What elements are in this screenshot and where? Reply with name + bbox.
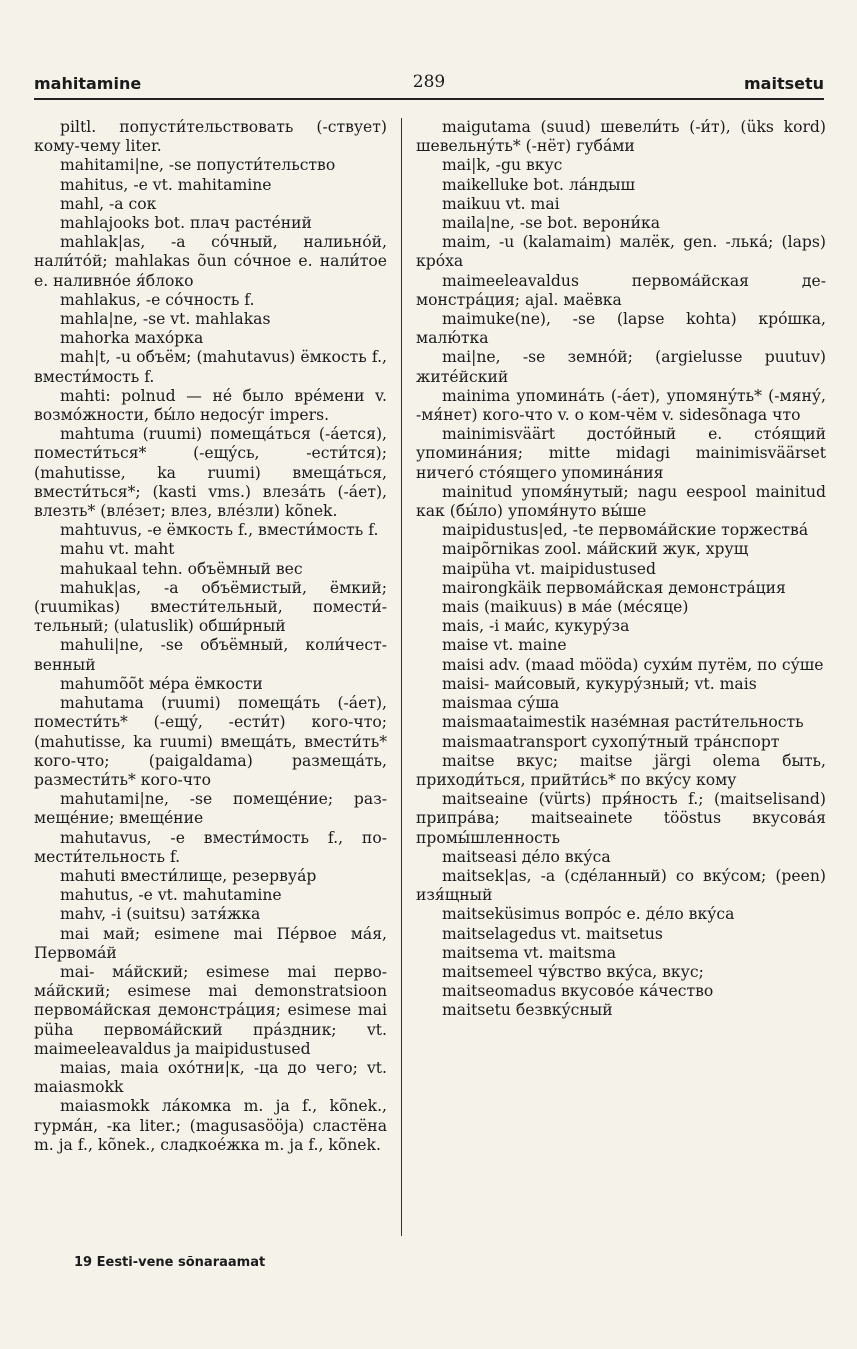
dictionary-entry: mahv, -i (suitsu) затя́жка — [60, 905, 261, 924]
dictionary-entry: maitselagedus vt. maitsetus — [442, 924, 663, 943]
dictionary-entry: mahlak|as, -a со́чный, налиьно́й, нали́то́й; mahlakas õun со́чное е. нали́тое е. наливно́е я́блоко — [34, 233, 387, 290]
dictionary-entry: maila|ne, -se bot. верони́ка — [442, 214, 661, 233]
dictionary-entry: mahla|ne, -se vt. mahlakas — [60, 310, 271, 329]
dictionary-entry: maipüha vt. maipidustused — [442, 559, 656, 578]
dictionary-entry: mai|k, -gu вкус — [442, 156, 563, 175]
dictionary-entry: maipõrnikas zool. ма́йский жук, хрущ — [442, 540, 749, 559]
dictionary-entry: maipidustus|ed, -te первома́йские торжества́ — [442, 521, 809, 540]
left-column — [34, 118, 387, 1155]
dictionary-entry: maitsek|as, -a (сде́ланный) со вку́сом; (peen) изя́щный — [416, 866, 826, 905]
dictionary-entry: maitsemeel чу́вство вку́са, вкус; — [442, 962, 704, 981]
dictionary-entry: mahorka махо́рка — [60, 329, 204, 348]
dictionary-entry: piltl. попусти́тельствовать (-ствует) кому-чему liter. — [34, 118, 387, 156]
dictionary-entry: mai май; esimene mai Пе́рвое ма́я, Первома́й — [34, 924, 387, 962]
dictionary-entry: mahutus, -e vt. mahutamine — [60, 886, 282, 905]
dictionary-entry: mais, -i маи́с, кукуру́за — [442, 617, 630, 636]
dictionary-entry: mahtuvus, -e ёмкость f., вмести́мость f. — [60, 521, 379, 540]
dictionary-entry: maise vt. maine — [442, 636, 567, 655]
dictionary-entry: maitseasi де́ло вку́са — [442, 847, 611, 866]
dictionary-entry: mahuti вмести́лище, резервуа́р — [60, 866, 317, 885]
dictionary-entry: mai|ne, -se земно́й; (argielusse puutuv) жите́йский — [416, 348, 826, 386]
dictionary-entry: mahl, -a сок — [60, 194, 157, 213]
dictionary-entry: maias, maia охо́тни|к, -ца до чего; vt. maiasmokk — [34, 1058, 387, 1097]
dictionary-entry: mahlajooks bot. плач расте́ний — [60, 214, 312, 233]
page-number: 289 — [412, 72, 446, 92]
signature-mark: 19 Eesti-vene sõnaraamat — [74, 1255, 266, 1270]
dictionary-entry: mainitud упомя́нутый; nagu eespool mainitud как (бы́ло) упомя́нуто вы́ше — [416, 482, 826, 521]
dictionary-entry: maitseaine (vürts) пря́ность f.; (maitselisand) припра́ва; maitseainete tööstus вкусова́я промы́шленность — [416, 790, 826, 847]
dictionary-entry: maiasmokk ла́комка m. ja f., kõnek., гурма́н, -ка liter.; (magusasööja) сластёна m. ja f., kõnek., сладкое́жка m. ja f., kõnek. — [34, 1097, 387, 1154]
dictionary-entry: mahitus, -e vt. mahitamine — [60, 175, 272, 194]
running-header — [34, 70, 824, 94]
dictionary-entry: maikuu vt. mai — [442, 194, 560, 213]
dictionary-entry: maitse вкус; maitse järgi olema быть, приходи́ться, прийти́сь* по вку́су кому — [416, 751, 826, 789]
dictionary-entry: maigutama (suud) шевели́ть (-и́т), (üks kord) шевельну́ть* (-нёт) губа́ми — [416, 118, 826, 156]
dictionary-entry: maitsetu безвку́сный — [442, 1001, 613, 1020]
header-first-headword: mahitamine — [34, 74, 142, 93]
dictionary-entry: mahumõõt ме́ра ёмкости — [60, 674, 263, 693]
dictionary-entry: maismaa су́ша — [442, 694, 560, 713]
dictionary-entry: mainimisväärt досто́йный е. сто́ящий упомина́ния; mitte midagi mainimisväärset ничего́ сто́ящего упомина́ния — [416, 425, 826, 482]
header-rule — [34, 98, 824, 100]
dictionary-entry: mah|t, -u объём; (mahutavus) ёмкость f., вмести́мость f. — [34, 348, 387, 386]
dictionary-entry: mahutama (ruumi) помеща́ть (-а́ет), помести́ть* (-ещу́, -ести́т) кого-что; (mahutisse, ka ruumi) вмеща́ть, вмести́ть* кого-что; (paigaldama) размеща́ть, размести́ть* кого-что — [34, 694, 387, 789]
dictionary-entry: mahuk|as, -a объёмистый, ёмкий; (ruumikas) вмести́тельный, помести́тельный; (ulatuslik) обши́рный — [34, 578, 387, 636]
dictionary-entry: maitseomadus вкусово́е ка́чество — [442, 982, 714, 1001]
dictionary-entry: maisi adv. (maad mööda) сухи́м путём, по су́ше — [442, 655, 824, 674]
dictionary-entry: maitseküsimus вопро́с е. де́ло вку́са — [442, 905, 735, 924]
dictionary-entry: maitsema vt. maitsma — [442, 943, 617, 962]
dictionary-entry: maimeeleavaldus первома́йская демонстра́ция; ajal. маёвка — [416, 271, 826, 309]
column-divider — [401, 118, 402, 1236]
dictionary-entry: mairongkäik первома́йская демонстра́ция — [442, 578, 786, 597]
dictionary-entry: mainima упомина́ть (-а́ет), упомяну́ть* (-мяну́, -мя́нет) кого-что v. о ком-чём v. sidesõnaga что — [416, 386, 826, 425]
dictionary-entry: mahitami|ne, -se попусти́тельство — [60, 156, 336, 175]
right-column — [416, 118, 826, 1021]
dictionary-entry: mahu vt. maht — [60, 540, 175, 559]
dictionary-entry: mahutavus, -e вмести́мость f., помести́тельность f. — [34, 828, 387, 866]
dictionary-entry: mahuli|ne, -se объёмный, коли́чественный — [34, 636, 387, 674]
dictionary-entry: mai- ма́йский; esimese mai первома́йский; esimese mai demonstratsioon первома́йская демонстра́ция; esimese mai püha первома́йский пра́здник; vt. maimeeleavaldus ja maipidustused — [34, 962, 387, 1058]
dictionary-entry: maisi- маи́совый, кукуру́зный; vt. mais — [442, 674, 757, 693]
dictionary-entry: maim, -u (kalamaim) малёк, gen. -лька́; (laps) кро́ха — [416, 233, 826, 271]
dictionary-entry: mahti: polnud — не́ было вре́мени v. возмо́жности, бы́ло недосу́г impers. — [34, 386, 387, 425]
dictionary-entry: maimuke(ne), -se (lapse kohta) кро́шка, малю́тка — [416, 310, 826, 348]
dictionary-entry: mahlakus, -e со́чность f. — [60, 290, 255, 309]
dictionary-entry: mahutami|ne, -se помеще́ние; размеще́ние; вмеще́ние — [34, 790, 387, 828]
dictionary-entry: maismaataimestik назе́мная расти́тельность — [442, 713, 804, 732]
dictionary-entry: maismaatransport сухопу́тный тра́нспорт — [442, 732, 780, 751]
dictionary-entry: mahukaal tehn. объёмный вес — [60, 559, 303, 578]
dictionary-entry: mais (maikuus) в ма́е (ме́сяце) — [442, 598, 689, 617]
header-last-headword: maitsetu — [743, 74, 824, 93]
dictionary-entry: mahtuma (ruumi) помеща́ться (-а́ется), помести́ться* (-ещу́сь, -ести́тся); (mahutisse, ka ruumi) вмеща́ться, вмести́ться*; (kasti vms.) влеза́ть (-а́ет), влезть* (вле́зет; влез, вле́зли) kõnek. — [34, 425, 387, 521]
dictionary-entry: maikelluke bot. ла́ндыш — [442, 175, 636, 194]
